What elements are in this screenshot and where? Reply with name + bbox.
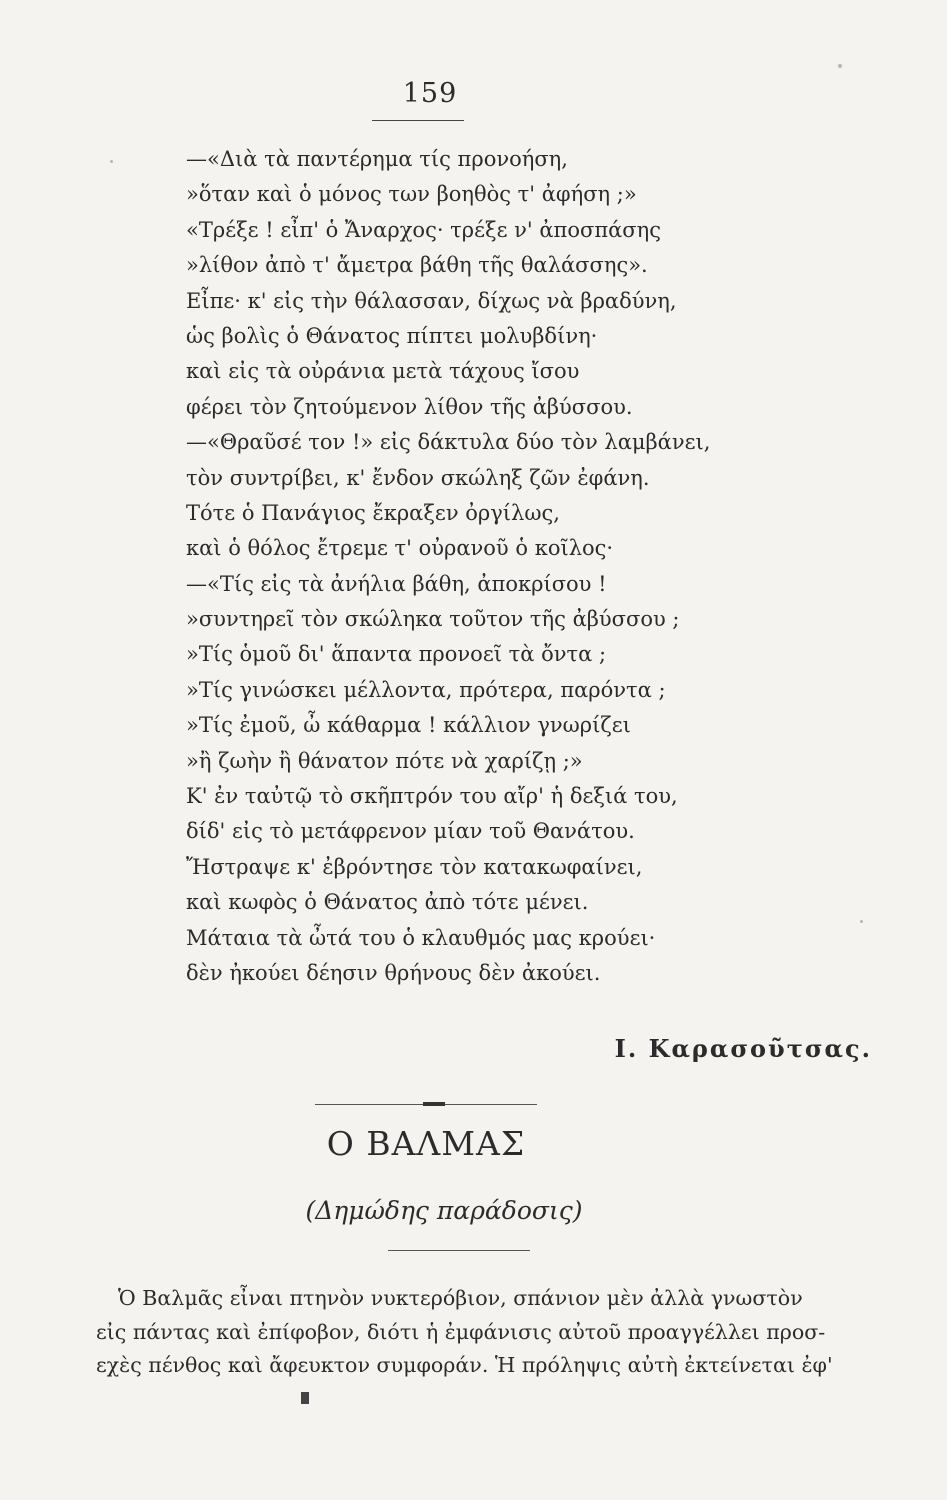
poem-line: «Τρέξε ! εἶπ' ὁ Ἄναρχος· τρέξε ν' ἀποσπάσης xyxy=(186,217,661,242)
poem-line: »Τίς ἐμοῦ, ὦ κάθαρμα ! κάλλιον γνωρίζει xyxy=(186,713,631,738)
paper-speck xyxy=(838,64,842,68)
poem-line: δὲν ἠκούει δέησιν θρήνους δὲν ἀκούει. xyxy=(186,960,601,985)
section-divider-ornament xyxy=(423,1102,445,1106)
paper-speck xyxy=(860,920,863,923)
poem-line: »συντηρεῖ τὸν σκώληκα τοῦτον τῆς ἀβύσσου ; xyxy=(186,607,680,632)
poem-line: Εἶπε· κ' εἰς τὴν θάλασσαν, δίχως νὰ βραδύνη, xyxy=(186,288,677,313)
poem-line: τὸν συντρίβει, κ' ἔνδον σκώληξ ζῶν ἐφάνη. xyxy=(186,465,650,490)
page-number: 159 xyxy=(402,78,458,109)
section-heading: Ο ΒΑΛΜΑΣ xyxy=(326,1124,526,1163)
poem-line: φέρει τὸν ζητούμενον λίθον τῆς ἀβύσσου. xyxy=(186,394,633,419)
poem-line: καὶ ὁ θόλος ἔτρεμε τ' οὐρανοῦ ὁ κοῖλος· xyxy=(186,536,614,561)
poem-line: »λίθον ἀπὸ τ' ἄμετρα βάθη τῆς θαλάσσης». xyxy=(186,253,648,278)
poem-line: Μάταια τὰ ὦτά του ὁ κλαυθμός μας κρούει· xyxy=(186,925,656,950)
poem-line: Τότε ὁ Πανάγιος ἔκραξεν ὀργίλως, xyxy=(186,500,560,525)
prose-line: Ὁ Βαλμᾶς εἶναι πτηνὸν νυκτερόβιον, σπάνιον μὲν ἀλλὰ γνωστὸν xyxy=(118,1286,803,1310)
poem-line: »ὅταν καὶ ὁ μόνος των βοηθὸς τ' ἀφήση ;» xyxy=(186,182,637,207)
poem-line: —«Διὰ τὰ παντέρημα τίς προνοήση, xyxy=(186,147,568,171)
printer-signature-mark xyxy=(301,1392,309,1404)
poem-line: —«Θραῦσέ τον !» εἰς δάκτυλα δύο τὸν λαμβάνει, xyxy=(186,430,711,455)
poem-line: »Τίς γινώσκει μέλλοντα, πρότερα, παρόντα ; xyxy=(186,677,666,702)
prose-line: εἰς πάντας καὶ ἐπίφοβον, διότι ἡ ἐμφάνισις αὐτοῦ προαγγέλλει προσ- xyxy=(96,1319,826,1344)
poem-line: δίδ' εἰς τὸ μετάφρενον μίαν τοῦ Θανάτου. xyxy=(186,819,635,844)
prose-line: εχὲς πένθος καὶ ἄφευκτον συμφοράν. Ἡ πρόληψις αὐτὴ ἐκτείνεται ἐφ' xyxy=(96,1353,833,1377)
poem-line: Ἤστραψε κ' ἐβρόντησε τὸν κατακωφαίνει, xyxy=(186,854,643,879)
subheading-underline xyxy=(388,1250,530,1251)
paper-speck xyxy=(110,160,113,163)
poem-line: »ἢ ζωὴν ἢ θάνατον πότε νὰ χαρίζῃ ;» xyxy=(186,748,583,773)
poem xyxy=(186,142,826,991)
poem-line: ὡς βολὶς ὁ Θάνατος πίπτει μολυβδίνη· xyxy=(186,323,598,348)
poem-line: —«Τίς εἰς τὰ ἀνήλια βάθη, ἀποκρίσου ! xyxy=(186,571,607,596)
poem-line: καὶ κωφὸς ὁ Θάνατος ἀπὸ τότε μένει. xyxy=(186,890,589,915)
poem-line: Κ' ἐν ταὐτῷ τὸ σκῆπτρόν του αἴρ' ἡ δεξιά του, xyxy=(186,784,678,809)
prose-paragraph xyxy=(96,1282,846,1383)
poem-line: »Τίς ὁμοῦ δι' ἅπαντα προνοεῖ τὰ ὄντα ; xyxy=(186,642,607,667)
author-signature: Ι. Καρασοῦτσας. xyxy=(614,1034,872,1063)
page-number-underline xyxy=(372,120,464,121)
poem-line: καὶ εἰς τὰ οὐράνια μετὰ τάχους ἴσου xyxy=(186,359,580,384)
section-subheading: (Δημώδης παράδοσις) xyxy=(305,1196,583,1225)
